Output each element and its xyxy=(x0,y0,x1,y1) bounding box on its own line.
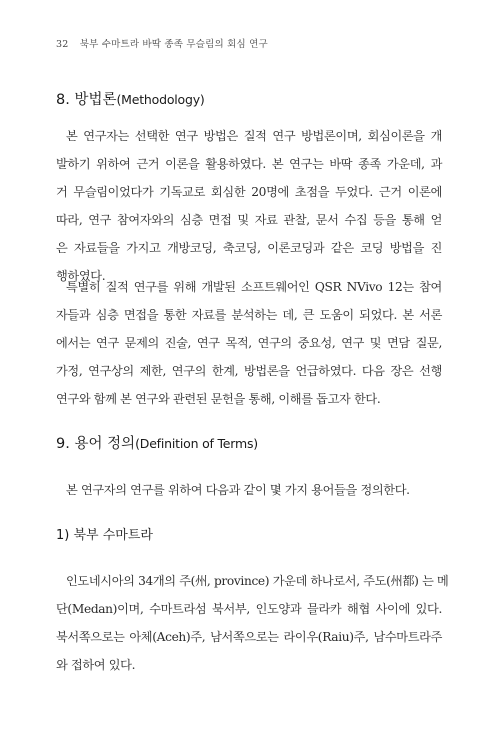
text-line: 은 자료들을 가지고 개방코딩, 축코딩, 이론코딩과 같은 코딩 방법을 진 xyxy=(56,241,442,255)
section-9-intro xyxy=(56,476,442,504)
text-line: 따라, 연구 참여자와의 심층 면접 및 자료 관찰, 문서 수집 등을 통해 얻 xyxy=(56,213,442,227)
text-line: 인도네시아의 34개의 주(州, province) 가운데 하나로서, 주도(州都) 는 메 xyxy=(66,574,449,588)
section-8-heading xyxy=(56,88,205,109)
text-line: 본 연구자의 연구를 위하여 다음과 같이 몇 가지 용어들을 정의한다. xyxy=(66,483,410,497)
section-8-title-en: (Methodology) xyxy=(116,92,205,107)
subsection-1-heading: 1) 북부 수마트라 xyxy=(56,528,153,543)
section-9-heading xyxy=(56,432,258,453)
text-line: 거 무슬림이었다가 기독교로 회심한 20명에 초점을 두었다. 근거 이론에 xyxy=(56,185,442,199)
text-line: 에서는 연구 문제의 진술, 연구 목적, 연구의 중요성, 연구 및 면담 질문, xyxy=(56,336,442,350)
text-line: 와 접하여 있다. xyxy=(56,658,136,672)
text-line: 행하였다. xyxy=(56,269,106,283)
text-line: 자들과 심층 면접을 통한 자료를 분석하는 데, 큰 도움이 되었다. 본 서론 xyxy=(56,308,442,322)
text-line: 발하기 위하여 근거 이론을 활용하였다. 본 연구는 바딱 종족 가운데, 과 xyxy=(56,157,442,171)
running-header xyxy=(56,36,268,50)
running-title: 북부 수마트라 바딱 종족 무슬림의 회심 연구 xyxy=(79,39,268,50)
text-line: 북서쪽으로는 아체(Aceh)주, 남서쪽으로는 라이우(Raiu)주, 남수마트라주 xyxy=(56,630,442,644)
page-number: 32 xyxy=(56,39,69,50)
section-8-paragraph-2 xyxy=(56,273,442,413)
text-line: 가정, 연구상의 제한, 연구의 한계, 방법론을 언급하였다. 다음 장은 선행 xyxy=(56,364,442,378)
text-line: 본 연구자는 선택한 연구 방법은 질적 연구 방법론이며, 회심이론을 개 xyxy=(66,129,442,143)
section-8-paragraph-1 xyxy=(56,122,442,290)
section-8-title: 8. 방법론 xyxy=(56,92,117,108)
text-line: 연구와 함께 본 연구와 관련된 문헌을 통해, 이해를 돕고자 한다. xyxy=(56,392,381,406)
section-9-title: 9. 용어 정의 xyxy=(56,436,136,452)
section-9-title-en: (Definition of Terms) xyxy=(135,436,258,451)
subsection-1-paragraph xyxy=(56,567,449,679)
text-line: 단(Medan)이며, 수마트라섬 북서부, 인도양과 믈라카 해협 사이에 있다. xyxy=(56,602,442,616)
text-line: 특별히 질적 연구를 위해 개발된 소프트웨어인 QSR NVivo 12는 참여 xyxy=(66,280,442,294)
